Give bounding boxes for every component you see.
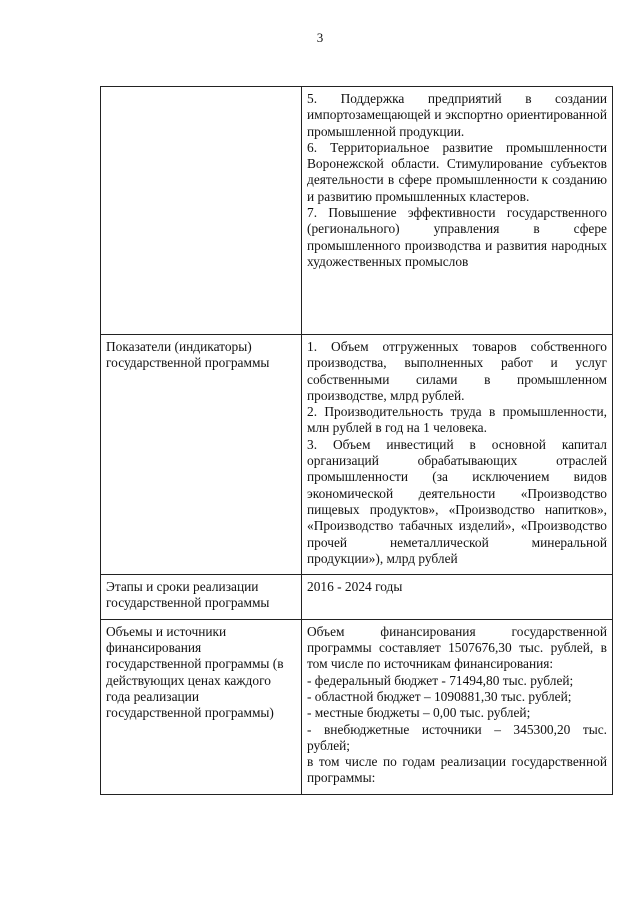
financing-total: Объем финансирования государственной программы составляет 1507676,30 тыс. рублей, в том числе по источникам финансирования: xyxy=(307,623,607,672)
stages-value: 2016 - 2024 годы xyxy=(307,579,403,595)
row-label: Этапы и сроки реализации государственной программы xyxy=(101,575,302,620)
task-item-5: 5. Поддержка предприятий в создании импортозамещающей и экспортно ориентированной промышленной продукции. xyxy=(307,91,607,139)
row-label: Показатели (индикаторы) государственной программы xyxy=(101,335,302,575)
financing-extrabudgetary: - внебюджетные источники – 345300,20 тыс. рублей; xyxy=(307,721,607,753)
table-row-indicators xyxy=(101,335,613,575)
indicator-item-1: 1. Объем отгруженных товаров собственного производства, выполненных работ и услуг собственными силами в промышленном производстве, млрд рублей. xyxy=(307,339,607,403)
program-passport-table xyxy=(100,86,613,795)
row-label xyxy=(101,87,302,335)
financing-federal: - федеральный бюджет - 71494,80 тыс. рублей; xyxy=(307,672,574,688)
row-value xyxy=(302,335,613,575)
row-value xyxy=(302,575,613,620)
financing-by-years: в том числе по годам реализации государственной программы: xyxy=(307,754,607,786)
row-value xyxy=(302,87,613,335)
table-row-financing xyxy=(101,619,613,794)
task-item-6: 6. Территориальное развитие промышленности Воронежской области. Стимулирование субъектов деятельности в сфере промышленности к созданию и развитию промышленных кластеров. xyxy=(307,139,607,204)
financing-local: - местные бюджеты – 0,00 тыс. рублей; xyxy=(307,705,531,721)
page-number: 3 xyxy=(316,30,324,45)
indicator-item-3: 3. Объем инвестиций в основной капитал организаций обрабатывающих отраслей промышленности (за исключением видов экономической деятельности «Производство пищевых продуктов», «Производство напитков», «Производство табачных изделий», «Производство прочей неметаллической минеральной продукции»), млрд рублей xyxy=(307,436,607,566)
row-value xyxy=(302,619,613,794)
table-row-tasks-continued xyxy=(101,87,613,335)
indicator-item-2: 2. Производительность труда в промышленности, млн рублей в год на 1 человека. xyxy=(307,404,607,436)
table-row-stages xyxy=(101,575,613,620)
row-label: Объемы и источники финансирования государственной программы (в действующих ценах каждого года реализации государственной программы) xyxy=(101,619,302,794)
financing-regional: - областной бюджет – 1090881,30 тыс. рублей; xyxy=(307,688,572,704)
task-item-7: 7. Повышение эффективности государственного (регионального) управления в сфере промышленного производства и развития народных художественных промыслов xyxy=(307,205,607,269)
